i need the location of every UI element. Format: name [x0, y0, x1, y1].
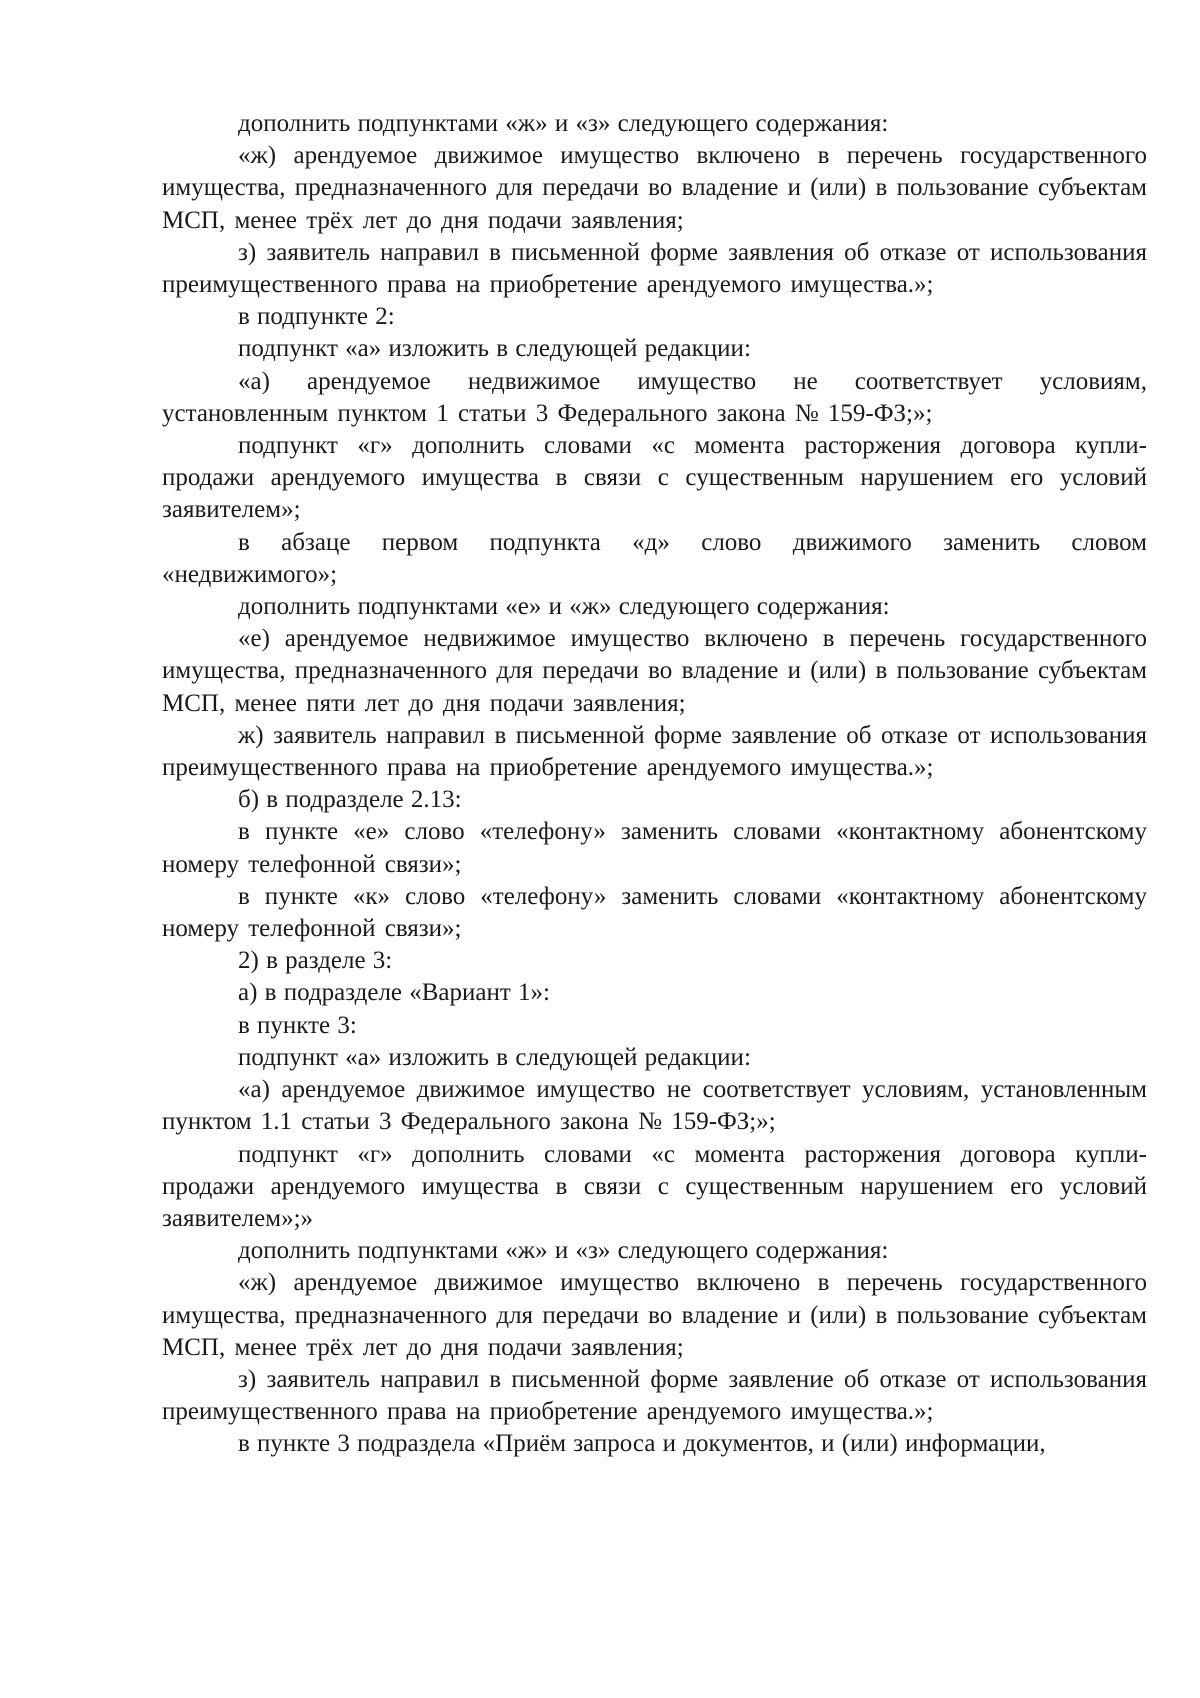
- paragraph-9: дополнить подпунктами «е» и «ж» следующего содержания:: [238, 593, 890, 621]
- paragraph-14: в пункте «к» слово «телефону» заменить словами «контактному абонентскому номеру телефонной связи»;: [162, 882, 1147, 943]
- paragraph-18: подпункт «а» изложить в следующей редакции:: [238, 1043, 751, 1071]
- paragraph-24: в пункте 3 подраздела «Приём запроса и документов, и (или) информации,: [238, 1430, 1046, 1458]
- paragraph-5: подпункт «а» изложить в следующей редакции:: [238, 335, 751, 363]
- paragraph-2: «ж) арендуемое движимое имущество включено в перечень государственного имущества, предназначенного для передачи во владение и (или) в пользование субъектам МСП, менее трёх лет до дня подачи заявления;: [162, 142, 1147, 234]
- paragraph-23: з) заявитель направил в письменной форме заявление об отказе от использования преимущественного права на приобретение арендуемого имущества.»;: [162, 1365, 1147, 1426]
- paragraph-21: дополнить подпунктами «ж» и «з» следующего содержания:: [238, 1237, 889, 1265]
- paragraph-6: «а) арендуемое недвижимое имущество не соответствует условиям, установленным пунктом 1 статьи 3 Федерального закона № 159-ФЗ;»;: [162, 367, 1147, 427]
- paragraph-1: дополнить подпунктами «ж» и «з» следующего содержания:: [238, 110, 889, 137]
- paragraph-12: б) в подразделе 2.13:: [238, 786, 462, 814]
- paragraph-19: «а) арендуемое движимое имущество не соответствует условиям, установленным пунктом 1.1 статьи 3 Федерального закона № 159-ФЗ;»;: [162, 1076, 1147, 1136]
- paragraph-11: ж) заявитель направил в письменной форме заявление об отказе от использования преимущественного права на приобретение арендуемого имущества.»;: [162, 721, 1147, 782]
- paragraph-15: 2) в разделе 3:: [238, 947, 393, 975]
- paragraph-20: подпункт «г» дополнить словами «с момента расторжения договора купли- продажи арендуемого имущества в связи с существенным нарушением его условий заявителем»;»: [162, 1140, 1147, 1232]
- paragraph-16: а) в подразделе «Вариант 1»:: [238, 979, 551, 1007]
- paragraph-22: «ж) арендуемое движимое имущество включено в перечень государственного имущества, предназначенного для передачи во владение и (или) в пользование субъектам МСП, менее трёх лет до дня подачи заявления;: [162, 1269, 1147, 1361]
- paragraph-17: в пункте 3:: [238, 1011, 357, 1039]
- paragraph-3: з) заявитель направил в письменной форме заявления об отказе от использования преимущественного права на приобретение арендуемого имущества.»;: [162, 238, 1147, 299]
- paragraph-8: в абзаце первом подпункта «д» слово движимого заменить словом «недвижимого»;: [162, 528, 1147, 588]
- paragraph-10: «е) арендуемое недвижимое имущество включено в перечень государственного имущества, предназначенного для передачи во владение и (или) в пользование субъектам МСП, менее пяти лет до дня подачи заявления;: [162, 625, 1147, 717]
- document-body: [162, 108, 1147, 1461]
- paragraph-7: подпункт «г» дополнить словами «с момента расторжения договора купли-продажи арендуемого имущества в связи с существенным нарушением его условий заявителем»;: [162, 432, 1147, 524]
- paragraph-4: в подпункте 2:: [238, 303, 395, 331]
- paragraph-13: в пункте «е» слово «телефону» заменить словами «контактному абонентскому номеру телефонной связи»;: [162, 818, 1147, 878]
